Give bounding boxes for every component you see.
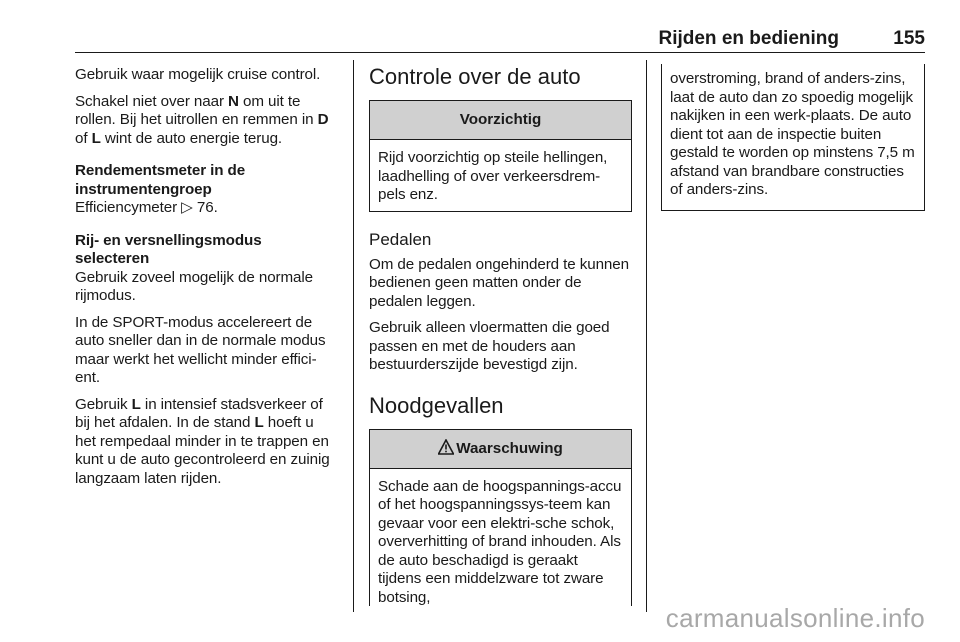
section-title-control: Controle over de auto — [369, 64, 581, 89]
warning-text: Schade aan de hoogspannings-accu of het hoogspanningssys-teem kan gevaar voor een elektri-sche schok, oververhitting of brand inhouden. Als de auto beschadigd is geraakt tijdens een middelzware tot zware botsing, — [378, 477, 622, 606]
pedals-paragraph-1: Om de pedalen ongehinderd te kunnen bedienen geen matten onder de pedalen leggen. — [369, 255, 629, 310]
column-divider-1 — [353, 60, 354, 612]
warning-box — [369, 429, 632, 606]
efficiency-ref-link[interactable]: 76. — [196, 199, 218, 216]
drive-mode-paragraph: Gebruik zoveel mogelijk de normale rijmodus. — [75, 268, 314, 304]
pedals-paragraph-2: Gebruik alleen vloermatten die goed passen en met de houders aan bestuurderszijde bevestigd zijn. — [369, 319, 610, 373]
coast-paragraph: Schakel niet over naar N om uit te rollen. Bij het uitrollen en remmen in D of L wint de auto energie terug. — [75, 92, 329, 147]
l-mode-paragraph: Gebruik L in intensief stadsverkeer of bij het afdalen. In de stand L hoeft u het rempedaal minder in te trappen en kunt u de auto gecontroleerd en zuinig langzaam laten rijden. — [75, 395, 330, 487]
sport-paragraph: In de SPORT-modus accelereert de auto sneller dan in de normale modus maar werkt het wellicht minder effici-ent. — [75, 313, 326, 386]
caution-label: Voorzichtig — [370, 101, 631, 140]
cruise-paragraph: Gebruik waar mogelijk cruise control. — [75, 66, 321, 83]
column-3 — [661, 64, 925, 211]
column-2 — [369, 64, 632, 606]
warning-text-continued: overstroming, brand of anders-zins, laat de auto dan zo spoedig mogelijk nakijken in een werk-plaats. De auto dient tot aan de inspectie buiten gestald te worden op minstens 7,5 m afstand van brandbare constructies of anders-zins. — [670, 70, 915, 198]
page-title: Rijden en bediening — [658, 28, 839, 49]
pedals-heading: Pedalen — [369, 229, 432, 249]
caution-text: Rijd voorzichtig op steile hellingen, laadhelling of over verkeersdrem-pels enz. — [378, 149, 608, 203]
watermark: carmanualsonline.info — [665, 603, 925, 633]
page-number: 155 — [893, 28, 925, 49]
page-header — [75, 26, 925, 50]
section-title-emergency: Noodgevallen — [369, 392, 504, 418]
column-1 — [75, 66, 338, 496]
drive-mode-heading: Rij- en versnellingsmodus selecteren — [75, 231, 262, 267]
warning-box-continued — [661, 64, 925, 211]
efficiency-heading: Rendementsmeter in de instrumentengroep — [75, 162, 246, 198]
warning-header — [370, 430, 631, 469]
column-divider-2 — [646, 60, 647, 612]
efficiency-reference: Efficiencymeter ▷ 76. — [75, 199, 218, 216]
caution-box — [369, 100, 632, 212]
warning-triangle-icon — [438, 432, 454, 470]
warning-label: Waarschuwing — [456, 439, 563, 457]
page-ref-icon: ▷ — [181, 199, 193, 216]
header-rule — [75, 52, 925, 53]
